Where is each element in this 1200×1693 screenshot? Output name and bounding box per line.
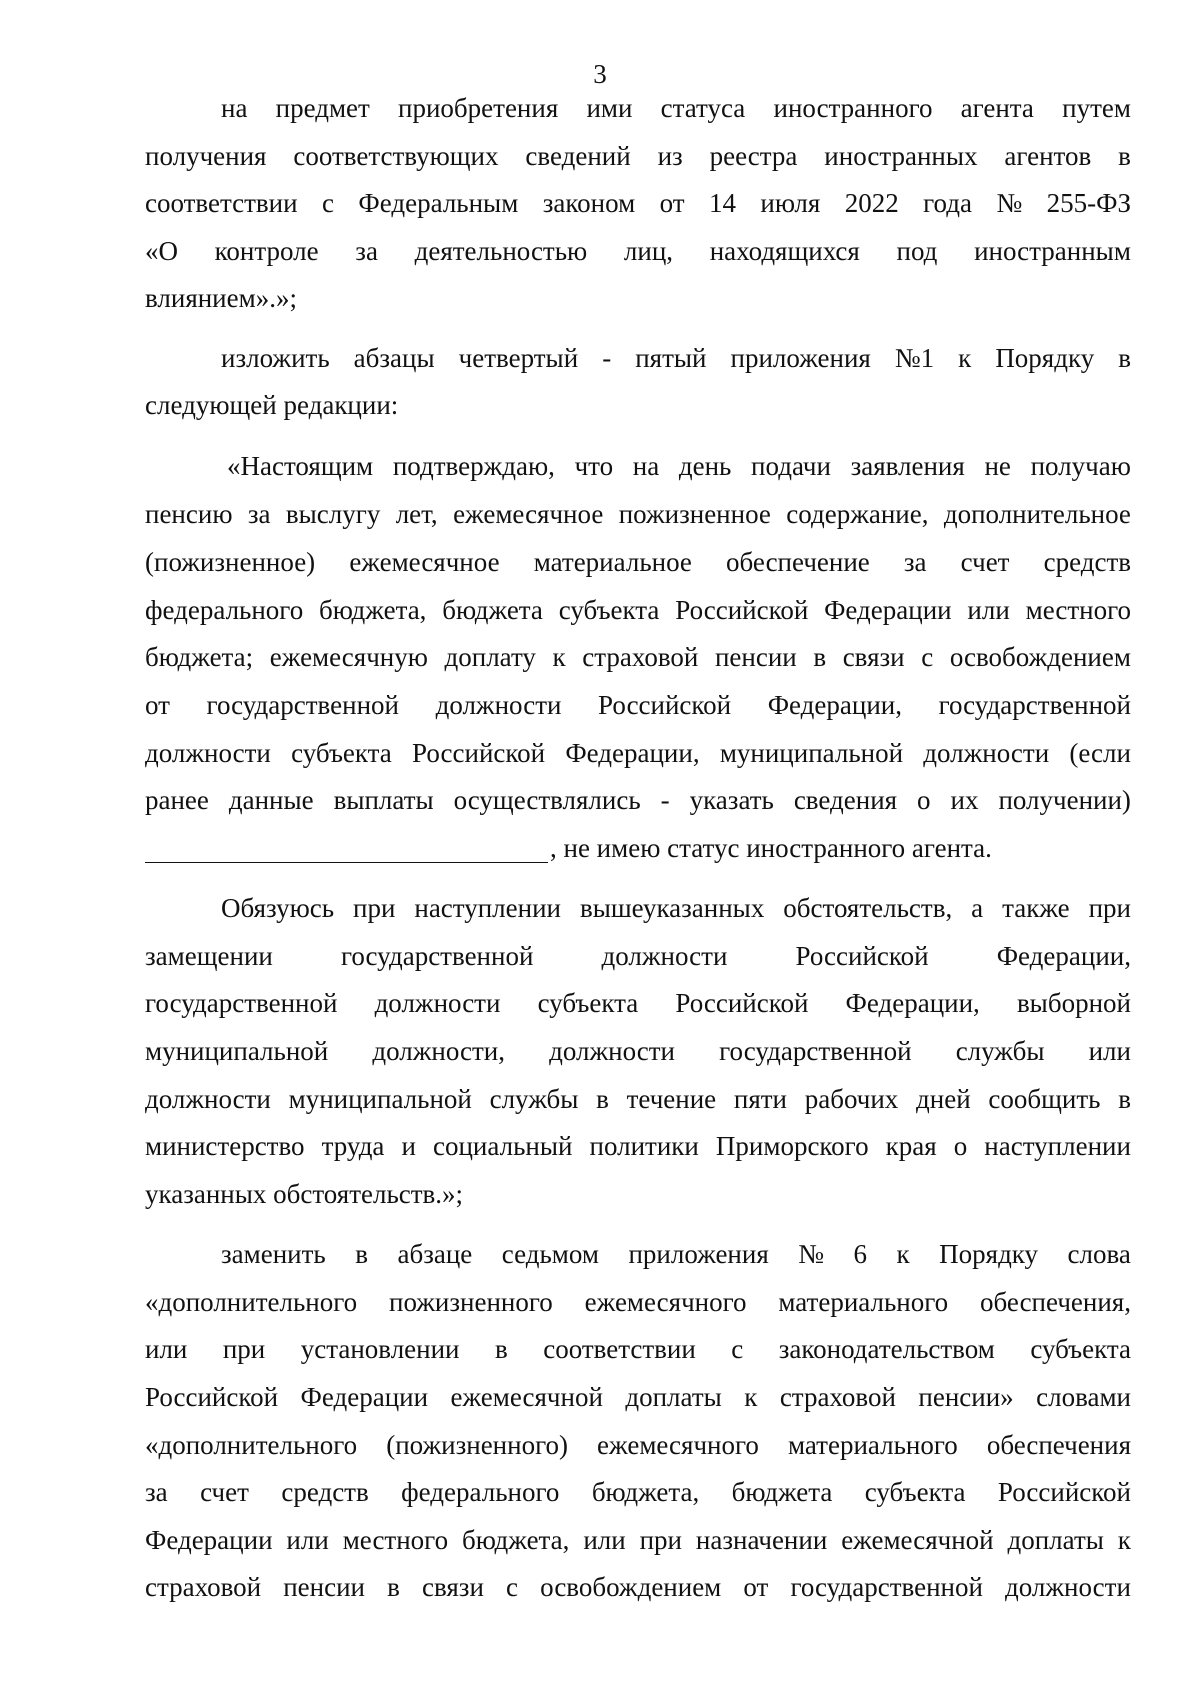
word: контроле: [214, 236, 319, 266]
word: Российской: [598, 690, 732, 720]
word: подачи: [751, 451, 831, 481]
word: рабочих: [804, 1084, 899, 1114]
word: государственной: [719, 1036, 912, 1066]
word: пяти: [733, 1084, 788, 1114]
word: пенсии»: [918, 1382, 1014, 1412]
word: подтверждаю,: [392, 451, 555, 481]
word: муниципальной: [288, 1084, 472, 1114]
word: от: [145, 690, 170, 720]
word: иностранного: [773, 93, 933, 123]
word: соответствии: [145, 188, 298, 218]
word: с: [921, 642, 934, 672]
word: а: [971, 893, 984, 923]
word: Федеральным: [358, 188, 519, 218]
word: пенсию: [145, 499, 233, 529]
text-line: следующей редакции:: [145, 390, 399, 420]
word: ими: [586, 93, 633, 123]
word: законодательством: [778, 1334, 995, 1364]
word: 14: [708, 188, 736, 218]
word: назначении: [695, 1525, 828, 1555]
word: от: [743, 1572, 769, 1602]
word: должности: [601, 941, 728, 971]
word: с: [731, 1334, 744, 1364]
text-line: [145, 1563, 1131, 1612]
word: пятый: [635, 343, 707, 373]
word: находящихся: [709, 236, 860, 266]
word: Федерации: [300, 1382, 429, 1412]
word: дней: [916, 1084, 971, 1114]
word: края: [885, 1131, 937, 1161]
word: указать: [689, 785, 774, 815]
word: социальный: [433, 1131, 573, 1161]
word: пожизненное: [618, 499, 771, 529]
word: бюджета,: [591, 1477, 700, 1507]
word: в: [596, 1084, 609, 1114]
word: получения: [145, 141, 267, 171]
word: при: [222, 1334, 266, 1364]
text-line: [145, 227, 1131, 276]
word: сообщить: [988, 1084, 1101, 1114]
word: на: [221, 93, 248, 123]
word: выборной: [1016, 988, 1131, 1018]
word: что: [574, 451, 614, 481]
word: в: [1118, 343, 1131, 373]
word: Российской: [795, 941, 929, 971]
word: соответствии: [543, 1334, 696, 1364]
word: страховой: [582, 642, 699, 672]
word: седьмом: [501, 1239, 599, 1269]
word: средств: [1043, 547, 1131, 577]
word: при: [1088, 893, 1131, 923]
word: ежемесячной: [450, 1382, 603, 1412]
text-line: [145, 1373, 1131, 1422]
word: государственной: [206, 690, 399, 720]
word: средств: [281, 1477, 369, 1507]
word: день: [678, 451, 732, 481]
word: их: [950, 785, 979, 815]
word: лет,: [395, 499, 438, 529]
word: заявления: [850, 451, 965, 481]
word: выплаты: [333, 785, 434, 815]
word: на: [632, 451, 660, 481]
word: путем: [1062, 93, 1131, 123]
text-line: [145, 1230, 1131, 1279]
word: к: [958, 343, 972, 373]
word: должности,: [372, 1036, 505, 1066]
text-line: [145, 884, 1131, 933]
word: изложить: [221, 343, 330, 373]
word: бюджета: [442, 595, 543, 625]
word: или: [583, 1525, 626, 1555]
word: Федерации,: [767, 690, 902, 720]
word: приложения: [628, 1239, 769, 1269]
word: ежемесячное: [453, 499, 604, 529]
word: июля: [760, 188, 821, 218]
word: года: [923, 188, 972, 218]
word: государственной: [340, 941, 534, 971]
word: дополнительное: [943, 499, 1131, 529]
word: ежемесячной: [841, 1525, 994, 1555]
word: также: [1002, 893, 1070, 923]
word: связи: [421, 1572, 484, 1602]
word: иностранным: [974, 236, 1131, 266]
word: Российской: [412, 738, 546, 768]
word: материального: [787, 1430, 958, 1460]
text-line: [145, 932, 1131, 981]
word: 255-ФЗ: [1046, 188, 1131, 218]
word: службы: [955, 1036, 1045, 1066]
word: установлении: [300, 1334, 460, 1364]
word: содержание,: [786, 499, 929, 529]
word: бюджета,: [319, 595, 427, 625]
word: пенсии: [283, 1572, 365, 1602]
word: не: [984, 451, 1011, 481]
text-line: указанных обстоятельств.»;: [145, 1179, 464, 1209]
word: ежемесячного: [597, 1430, 759, 1460]
word: в: [494, 1334, 508, 1364]
word: в: [1118, 1084, 1131, 1114]
page-number: 3: [593, 59, 607, 89]
text-line: [145, 132, 1131, 181]
word: под: [896, 236, 938, 266]
word: 6: [853, 1239, 868, 1269]
word: статуса: [660, 93, 746, 123]
word: обеспечение: [726, 547, 870, 577]
word: деятельностью: [414, 236, 588, 266]
text-line: [145, 1325, 1131, 1374]
word: за: [903, 547, 927, 577]
word: заменить: [221, 1239, 326, 1269]
text-line: [145, 633, 1131, 682]
word: должности: [923, 738, 1050, 768]
word: счет: [960, 547, 1010, 577]
word: или: [967, 595, 1010, 625]
word: четвертый: [458, 343, 579, 373]
word: ежемесячное: [349, 547, 500, 577]
word: «О: [145, 236, 178, 266]
word: Федерации,: [845, 988, 980, 1018]
word: к: [896, 1239, 910, 1269]
word: бюджета,: [462, 1525, 570, 1555]
text-line: влиянием».»;: [145, 283, 297, 313]
word: Порядку: [995, 343, 1095, 373]
word: обеспечения,: [980, 1287, 1131, 1317]
word: пенсии: [714, 642, 797, 672]
word: замещении: [145, 941, 273, 971]
word: страховой: [145, 1572, 262, 1602]
word: абзацы: [353, 343, 435, 373]
word: должности: [1005, 1572, 1131, 1602]
word: №: [798, 1239, 825, 1269]
word: о: [917, 785, 931, 815]
word: (пожизненного): [386, 1430, 568, 1460]
word: службы: [489, 1084, 579, 1114]
word: субъекта: [291, 738, 392, 768]
word: осуществлялись: [453, 785, 641, 815]
text-line: [145, 179, 1131, 228]
word: субъекта: [537, 988, 639, 1018]
word: или: [1088, 1036, 1131, 1066]
word: обстоятельств,: [783, 893, 953, 923]
word: реестра: [709, 141, 798, 171]
word: Федерации: [145, 1525, 273, 1555]
word: получении): [998, 785, 1131, 815]
word: «дополнительного: [145, 1430, 358, 1460]
word: в: [813, 642, 827, 672]
word: бюджета;: [145, 642, 254, 672]
word: -: [602, 343, 612, 373]
word: материальное: [533, 547, 692, 577]
word: за: [247, 499, 271, 529]
word: получаю: [1030, 451, 1131, 481]
word: должности: [145, 1084, 271, 1114]
word: Федерации,: [996, 941, 1131, 971]
text-line: [145, 1421, 1131, 1470]
word: и: [401, 1131, 416, 1161]
word: бюджета: [731, 1477, 833, 1507]
word: доплаты: [1007, 1525, 1104, 1555]
text-line: [145, 442, 1131, 491]
word: данные: [228, 785, 314, 815]
word: слова: [1067, 1239, 1131, 1269]
word: Порядку: [939, 1239, 1039, 1269]
word: материального: [778, 1287, 949, 1317]
word: (если: [1069, 738, 1131, 768]
text-line: [145, 538, 1131, 587]
word: местного: [342, 1525, 449, 1555]
word: Приморского: [715, 1131, 869, 1161]
word: за: [355, 236, 378, 266]
text-line: [145, 334, 1131, 383]
word: в: [355, 1239, 368, 1269]
word: с: [322, 188, 334, 218]
word: «Настоящим: [227, 451, 374, 481]
word: в: [1118, 141, 1131, 171]
text-line: [145, 1278, 1131, 1327]
word: государственной: [938, 690, 1131, 720]
text-line: [145, 1122, 1131, 1171]
word: ежемесячную: [269, 642, 428, 672]
word: должности: [435, 690, 562, 720]
word: №: [996, 188, 1023, 218]
word: обеспечения: [986, 1430, 1131, 1460]
word: словами: [1036, 1382, 1131, 1412]
word: Российской: [145, 1382, 279, 1412]
word: должности: [145, 738, 271, 768]
word: в: [387, 1572, 400, 1602]
word: Федерации,: [565, 738, 700, 768]
word: наступлении: [414, 893, 561, 923]
text-line: [145, 1075, 1131, 1124]
word: ранее: [145, 785, 209, 815]
word: приобретения: [398, 93, 559, 123]
text-line: [145, 586, 1131, 635]
word: Российской: [675, 988, 809, 1018]
word: государственной: [145, 988, 338, 1018]
word: государственной: [790, 1572, 983, 1602]
word: №1: [894, 343, 935, 373]
word: освобождением: [540, 1572, 722, 1602]
word: к: [744, 1382, 758, 1412]
word: абзаце: [397, 1239, 473, 1269]
word: выслугу: [285, 499, 381, 529]
text-line: [145, 1516, 1131, 1565]
word: должности: [374, 988, 501, 1018]
word: 2022: [844, 188, 899, 218]
word: Российской: [675, 595, 809, 625]
word: вышеуказанных: [579, 893, 765, 923]
word: должности: [549, 1036, 675, 1066]
text-line: [145, 1027, 1131, 1076]
word: министерство: [145, 1131, 305, 1161]
word: субъекта: [1030, 1334, 1131, 1364]
word: связи: [842, 642, 905, 672]
word: освобождением: [949, 642, 1131, 672]
word: за: [145, 1477, 168, 1507]
word: к: [1117, 1525, 1131, 1555]
text-line: [145, 681, 1131, 730]
word: доплату: [444, 642, 536, 672]
word: «дополнительного: [145, 1287, 358, 1317]
word: счет: [200, 1477, 249, 1507]
word: лиц,: [623, 236, 674, 266]
word: пожизненного: [389, 1287, 553, 1317]
word: субъекта: [864, 1477, 966, 1507]
text-line: [145, 1468, 1131, 1517]
word: (пожизненное): [145, 547, 316, 577]
text-line: [145, 979, 1131, 1028]
fill-in-blank: [145, 834, 548, 863]
word: сведения: [793, 785, 898, 815]
word: агента: [960, 93, 1034, 123]
word: доплаты: [625, 1382, 722, 1412]
word: Российской: [997, 1477, 1131, 1507]
word: иностранных: [824, 141, 978, 171]
text-line: [145, 490, 1131, 539]
word: федерального: [145, 595, 304, 625]
word: при: [639, 1525, 683, 1555]
word: труда: [321, 1131, 385, 1161]
word: о: [953, 1131, 968, 1161]
word: из: [657, 141, 683, 171]
word: местного: [1025, 595, 1131, 625]
word: страховой: [779, 1382, 896, 1412]
word: от: [659, 188, 685, 218]
word: соответствующих: [293, 141, 499, 171]
word: -: [660, 785, 670, 815]
word: или: [286, 1525, 329, 1555]
word: федерального: [401, 1477, 560, 1507]
word: предмет: [275, 93, 370, 123]
word: субъекта: [558, 595, 660, 625]
word: течение: [626, 1084, 717, 1114]
word: наступлении: [984, 1131, 1131, 1161]
word: законом: [542, 188, 636, 218]
line-text: , не имею статус иностранного агента.: [550, 833, 992, 863]
word: сведений: [525, 141, 631, 171]
word: или: [145, 1334, 188, 1364]
word: муниципальной: [719, 738, 904, 768]
word: приложения: [730, 343, 871, 373]
text-line: [145, 729, 1131, 778]
text-line: [145, 824, 1131, 873]
word: политики: [589, 1131, 699, 1161]
word: ежемесячного: [584, 1287, 747, 1317]
word: к: [552, 642, 566, 672]
text-line: [145, 776, 1131, 825]
word: Обязуюсь: [221, 893, 335, 923]
word: Федерации: [824, 595, 952, 625]
word: агентов: [1004, 141, 1092, 171]
text-line: [145, 84, 1131, 133]
word: муниципальной: [145, 1036, 329, 1066]
word: при: [353, 893, 396, 923]
word: с: [506, 1572, 519, 1602]
